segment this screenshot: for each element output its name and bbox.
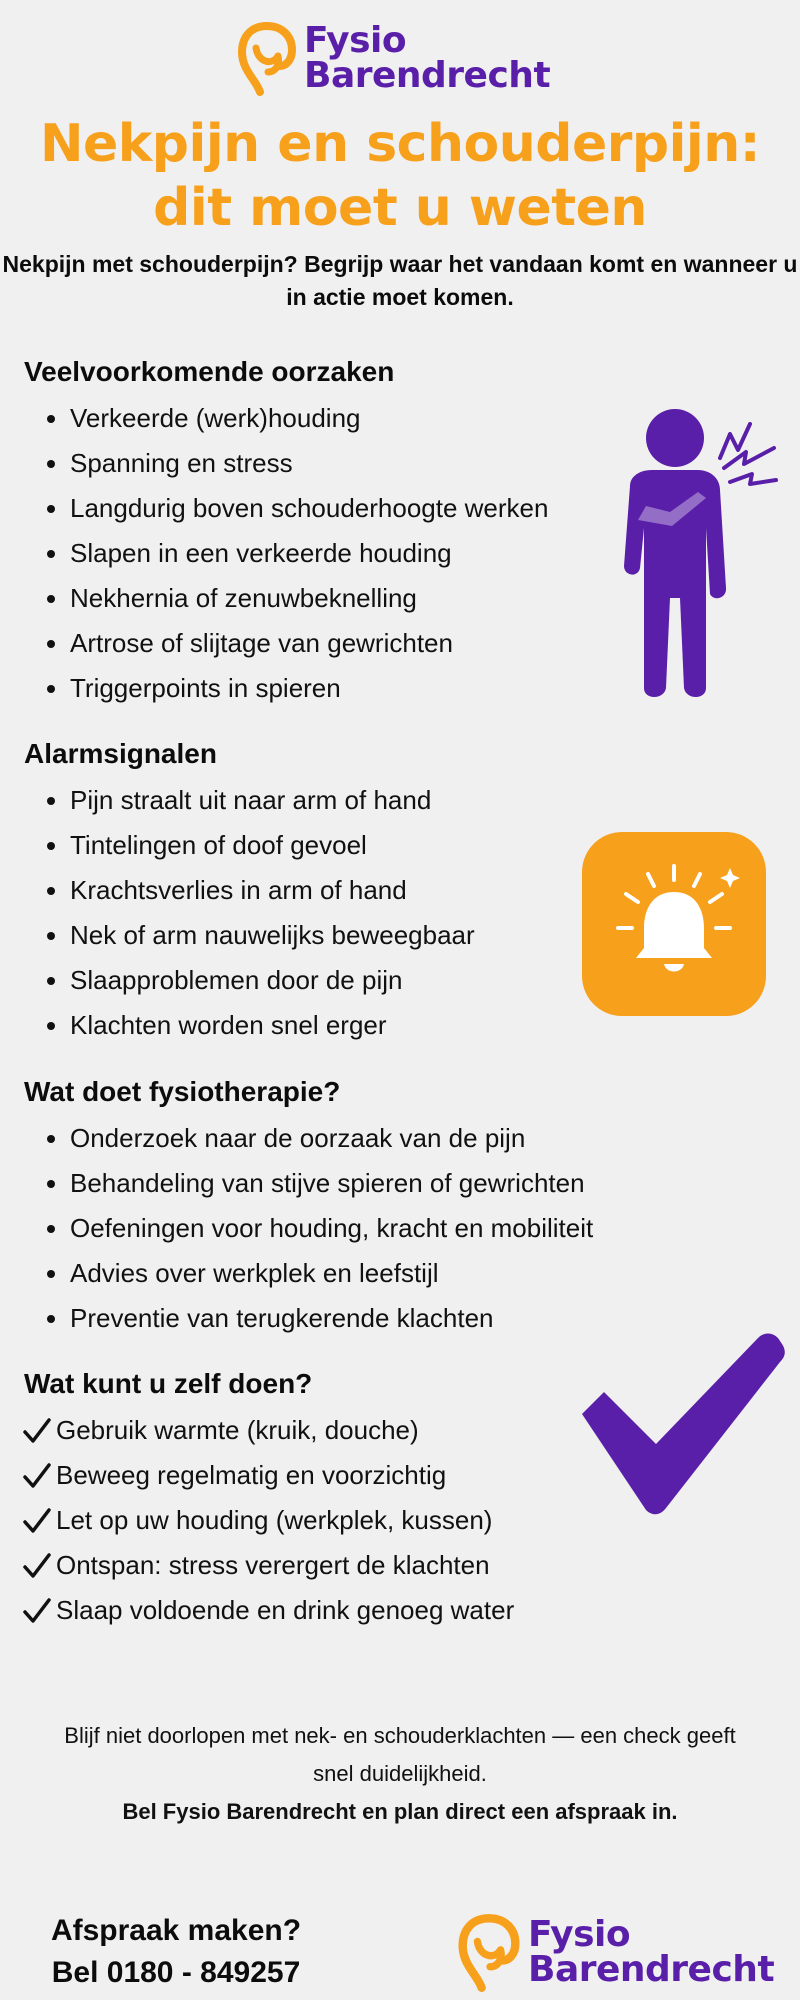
check-icon — [22, 1506, 52, 1536]
alarm-list — [24, 778, 475, 1048]
contact-block — [26, 1910, 326, 1994]
contact-phone[interactable]: Bel 0180 - 849257 — [51, 1956, 301, 1989]
list-item: • Behandeling van stijve spieren of gewrichten — [70, 1161, 593, 1206]
list-item: • Klachten worden snel erger — [70, 1003, 475, 1048]
list-item: • Spanning en stress — [70, 441, 548, 486]
section-title-self: Wat kunt u zelf doen? — [24, 1368, 313, 1399]
causes-list — [24, 396, 548, 711]
section-title-causes: Veelvoorkomende oorzaken — [24, 356, 395, 387]
list-item — [22, 1453, 514, 1498]
shoulder-pain-person-icon — [610, 408, 790, 708]
list-item: • Verkeerde (werk)houding — [70, 396, 548, 441]
section-title-physio: Wat doet fysiotherapie? — [24, 1076, 341, 1107]
list-item — [22, 1498, 514, 1543]
list-item: • Oefeningen voor houding, kracht en mobiliteit — [70, 1206, 593, 1251]
check-icon — [22, 1596, 52, 1626]
list-item: • Artrose of slijtage van gewrichten — [70, 621, 548, 666]
section-title-alarm: Alarmsignalen — [24, 738, 217, 769]
cta-text — [0, 1717, 800, 1831]
self-care-list — [22, 1408, 514, 1633]
list-item: • Nek of arm nauwelijks beweegbaar — [70, 913, 475, 958]
cta-line1: Blijf niet doorlopen met nek- en schouderklachten — een check geeft snel duidelijkheid. — [64, 1723, 736, 1786]
physio-list — [24, 1116, 593, 1341]
logo-line2: Barendrecht — [304, 55, 551, 96]
list-item — [22, 1408, 514, 1453]
list-item: • Slapen in een verkeerde houding — [70, 531, 548, 576]
list-item: • Advies over werkplek en leefstijl — [70, 1251, 593, 1296]
page-subtitle: Nekpijn met schouderpijn? Begrijp waar het vandaan komt en wanneer u in actie moet komen. — [2, 251, 798, 310]
list-item: • Tintelingen of doof gevoel — [70, 823, 475, 868]
check-icon — [22, 1551, 52, 1581]
list-item — [22, 1543, 514, 1588]
list-item: • Slaapproblemen door de pijn — [70, 958, 475, 1003]
big-checkmark-icon — [574, 1332, 786, 1516]
smile-logo-icon — [458, 1912, 520, 1992]
alarm-bell-icon — [582, 832, 766, 1016]
list-item: • Onderzoek naar de oorzaak van de pijn — [70, 1116, 593, 1161]
check-icon — [22, 1461, 52, 1491]
page-title: Nekpijn en schouderpijn: dit moet u weten — [39, 114, 761, 238]
cta-line2: Bel Fysio Barendrecht en plan direct een afspraak in. — [122, 1799, 678, 1824]
list-item: • Langdurig boven schouderhoogte werken — [70, 486, 548, 531]
list-item-label: Slaap voldoende en drink genoeg water — [56, 1595, 515, 1625]
logo-line2: Barendrecht — [528, 1949, 775, 1990]
smile-logo-icon — [238, 20, 296, 96]
list-item-label: Ontspan: stress verergert de klachten — [56, 1550, 490, 1580]
list-item: • Triggerpoints in spieren — [70, 666, 548, 711]
list-item: • Preventie van terugkerende klachten — [70, 1296, 593, 1341]
list-item-label: Beweeg regelmatig en voorzichtig — [56, 1460, 447, 1490]
logo-bottom — [458, 1912, 774, 1992]
logo-top — [238, 20, 550, 96]
list-item-label: Gebruik warmte (kruik, douche) — [56, 1415, 419, 1445]
list-item — [22, 1588, 514, 1633]
list-item: • Pijn straalt uit naar arm of hand — [70, 778, 475, 823]
list-item-label: Let op uw houding (werkplek, kussen) — [56, 1505, 493, 1535]
check-icon — [22, 1416, 52, 1446]
contact-line1: Afspraak maken? — [50, 1914, 302, 1947]
list-item: • Nekhernia of zenuwbeknelling — [70, 576, 548, 621]
list-item: • Krachtsverlies in arm of hand — [70, 868, 475, 913]
logo-line1: Fysio — [304, 19, 407, 61]
logo-line1: Fysio — [528, 1913, 631, 1955]
